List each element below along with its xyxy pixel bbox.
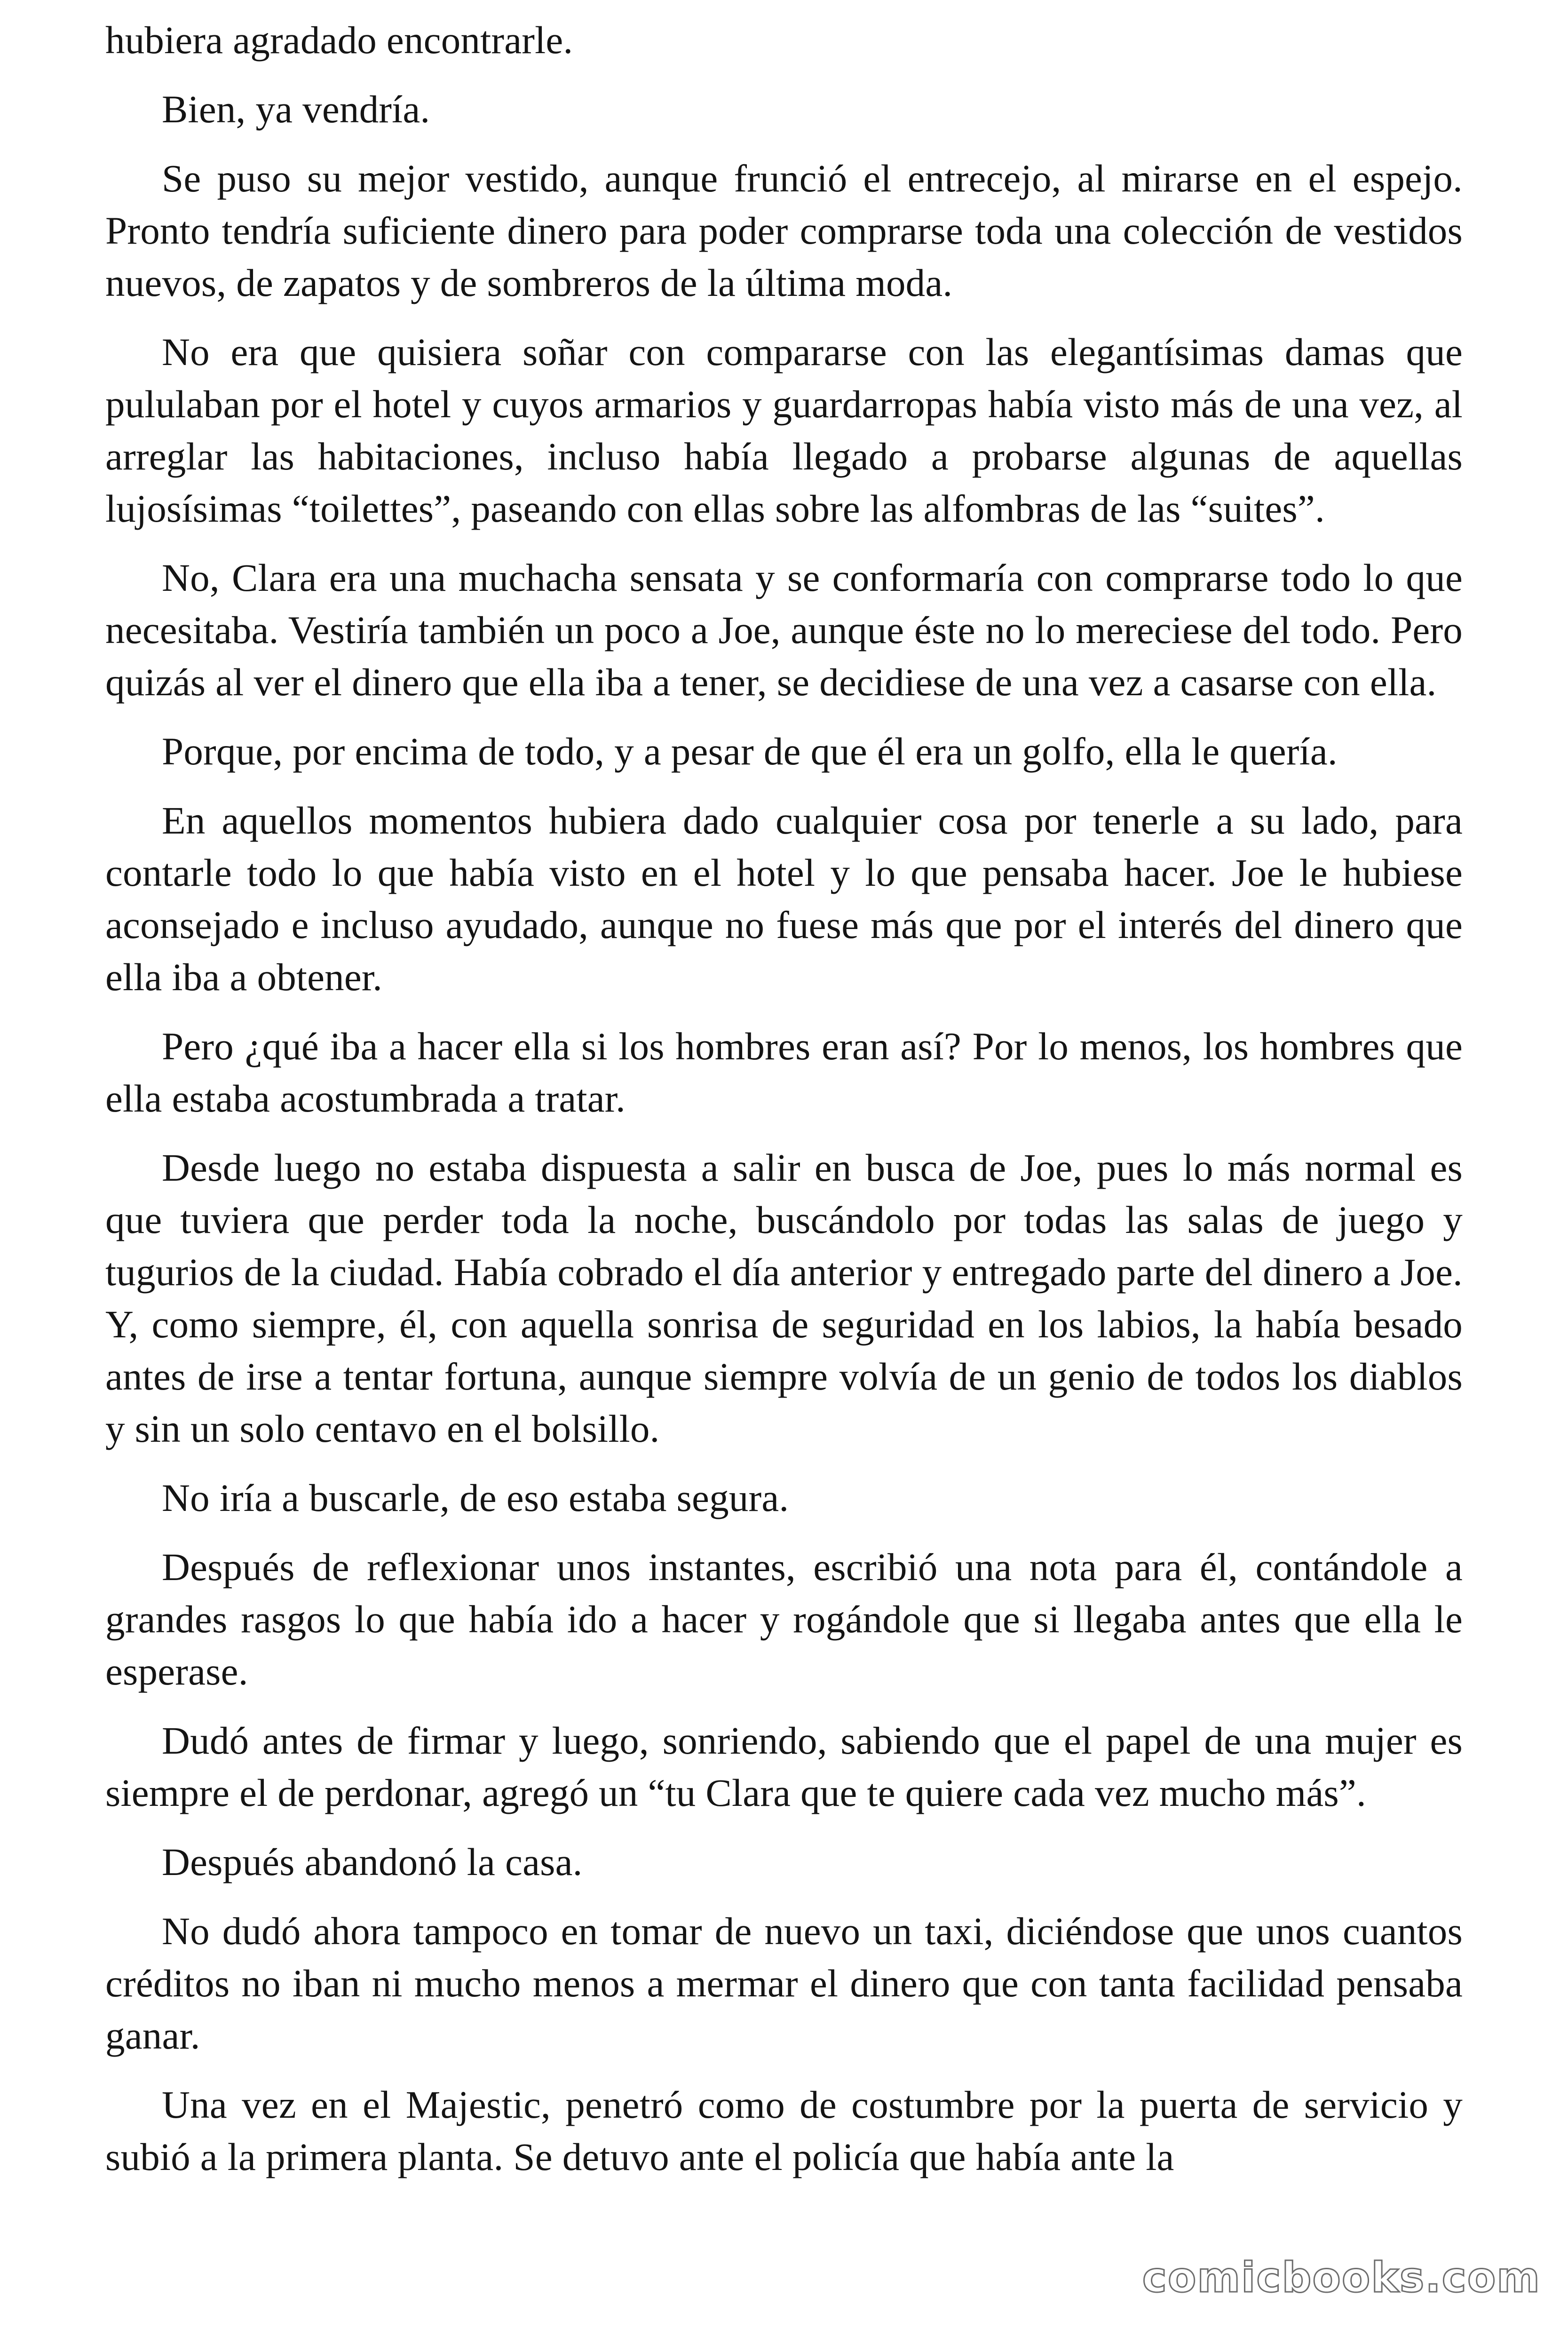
- paragraph: Desde luego no estaba dispuesta a salir en busca de Joe, pues lo más normal es que tuviera que perder toda la noche, buscándolo por todas las salas de juego y tugurios de la ciudad. Había cobrado el día anterior y entregado parte del dinero a Joe. Y, como siempre, él, con aquella sonrisa de seguridad en los labios, la había besado antes de irse a tentar fortuna, aunque siempre volvía de un genio de todos los diablos y sin un solo centavo en el bolsillo.: [105, 1146, 1463, 1450]
- paragraph: Después de reflexionar unos instantes, escribió una nota para él, contándole a grandes rasgos lo que había ido a hacer y rogándole que si llegaba antes que ella le esperase.: [105, 1545, 1463, 1693]
- paragraph: Pero ¿qué iba a hacer ella si los hombres eran así? Por lo menos, los hombres que ella estaba acostumbrada a tratar.: [105, 1025, 1463, 1120]
- paragraph: Se puso su mejor vestido, aunque frunció el entrecejo, al mirarse en el espejo. Pronto tendría suficiente dinero para poder comprarse toda una colección de vestidos nuevos, de zapatos y de sombreros de la última moda.: [105, 157, 1463, 304]
- paragraph: No era que quisiera soñar con compararse con las elegantísimas damas que pululaban por el hotel y cuyos armarios y guardarropas había visto más de una vez, al arreglar las habitaciones, incluso había llegado a probarse algunas de aquellas lujosísimas “toilettes”, paseando con ellas sobre las alfombras de las “suites”.: [105, 330, 1463, 530]
- paragraph: En aquellos momentos hubiera dado cualquier cosa por tenerle a su lado, para contarle todo lo que había visto en el hotel y lo que pensaba hacer. Joe le hubiese aconsejado e incluso ayudado, aunque no fuese más que por el interés del dinero que ella iba a obtener.: [105, 799, 1463, 999]
- paragraph: No dudó ahora tampoco en tomar de nuevo un taxi, diciéndose que unos cuantos créditos no iban ni mucho menos a mermar el dinero que con tanta facilidad pensaba ganar.: [105, 1909, 1463, 2057]
- paragraph: Dudó antes de firmar y luego, sonriendo, sabiendo que el papel de una mujer es siempre el de perdonar, agregó un “tu Clara que te quiere cada vez mucho más”.: [105, 1719, 1463, 1814]
- paragraph: No, Clara era una muchacha sensata y se conformaría con comprarse todo lo que necesitaba. Vestiría también un poco a Joe, aunque éste no lo mereciese del todo. Pero quizás al ver el dinero que ella iba a tener, se decidiese de una vez a casarse con ella.: [105, 556, 1463, 704]
- paragraph: Bien, ya vendría.: [162, 87, 430, 131]
- paragraph: Una vez en el Majestic, penetró como de costumbre por la puerta de servicio y subió a la primera planta. Se detuvo ante el policía que había ante la: [105, 2083, 1463, 2178]
- paragraph: No iría a buscarle, de eso estaba segura.: [162, 1476, 789, 1519]
- paragraph: Después abandonó la casa.: [162, 1840, 583, 1883]
- body-text: [105, 14, 1463, 2200]
- watermark-logo: comicbooks.com: [1142, 2253, 1541, 2302]
- paragraph-continuation: hubiera agradado encontrarle.: [105, 18, 573, 62]
- paragraph: Porque, por encima de todo, y a pesar de que él era un golfo, ella le quería.: [162, 730, 1338, 773]
